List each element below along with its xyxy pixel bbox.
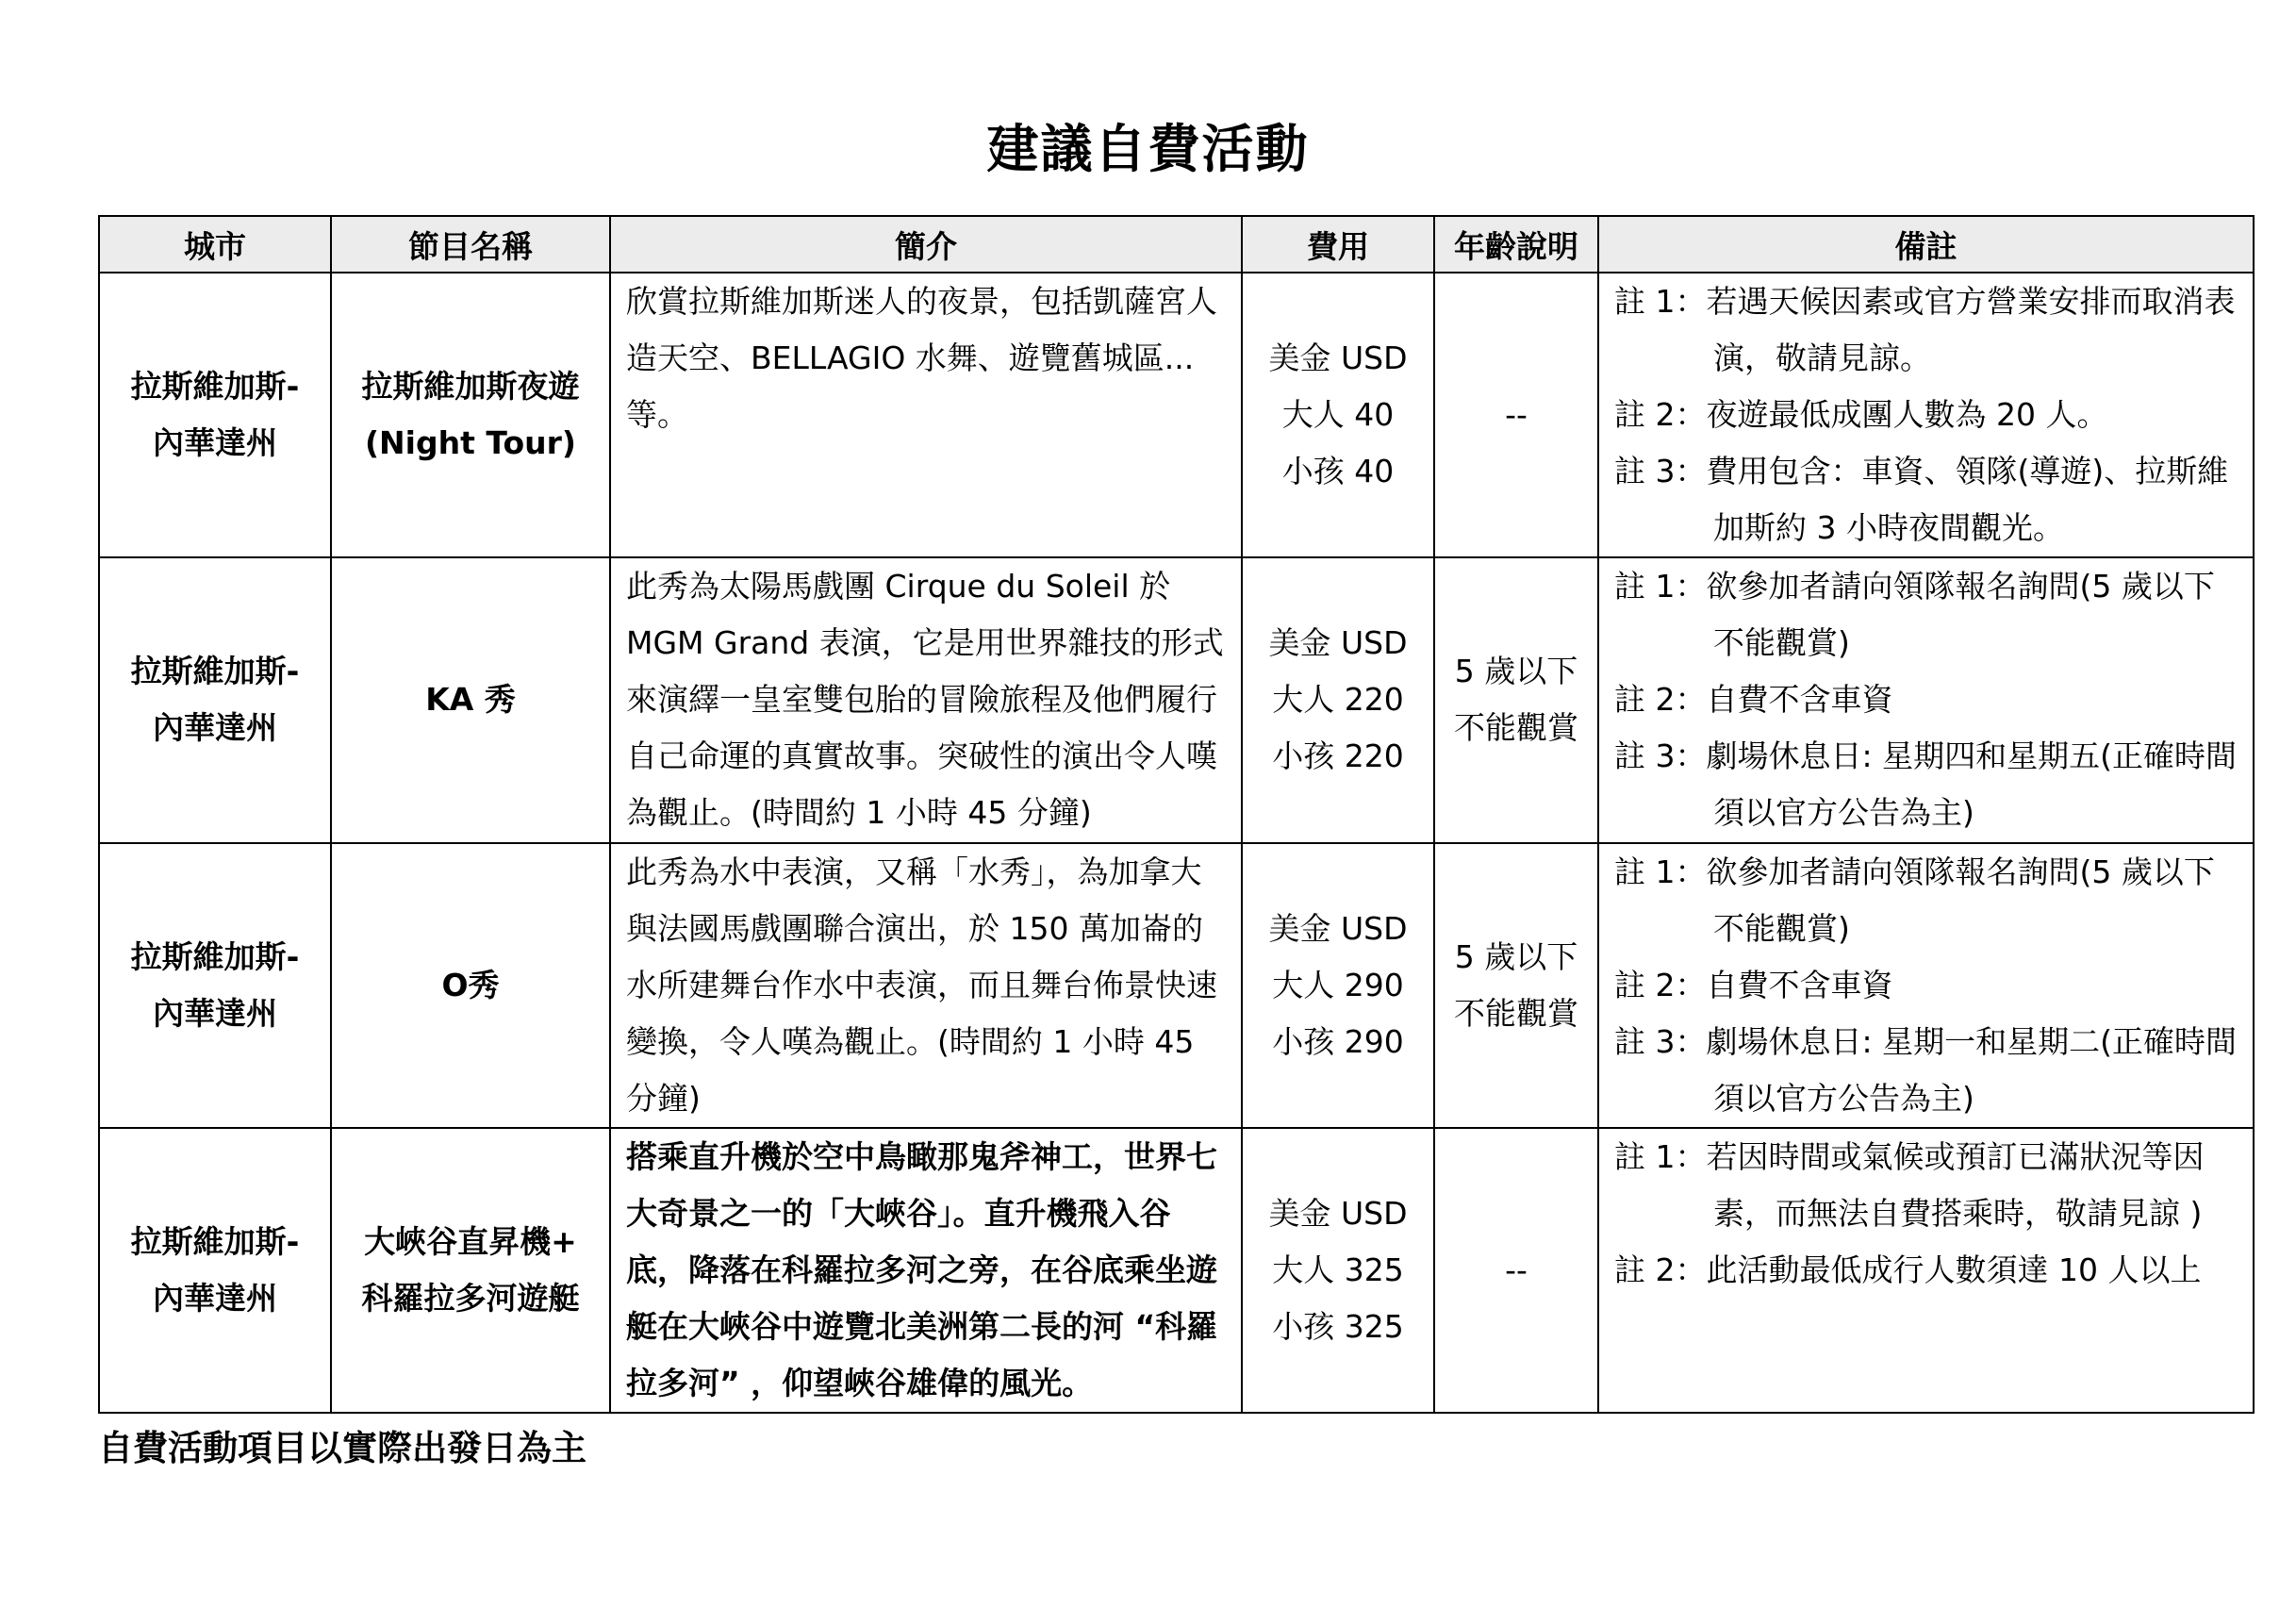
- program-line: KA 秀: [425, 681, 516, 719]
- table-row: [99, 557, 2254, 842]
- fee-adult: 大人 290: [1272, 966, 1404, 1003]
- header-notes: 備註: [1598, 216, 2254, 273]
- program-cell: [331, 273, 610, 557]
- fee-adult: 大人 220: [1272, 681, 1404, 719]
- page-title: 建議自費活動: [986, 119, 1310, 179]
- fee-child: 小孩 290: [1272, 1022, 1404, 1060]
- note-item: 註 3：費用包含：車資、領隊(導遊)、拉斯維加斯約 3 小時夜間觀光。: [1614, 453, 2229, 546]
- city-line: 內華達州: [153, 709, 277, 747]
- header-age: 年齡說明: [1434, 216, 1598, 273]
- note-item: 註 2：自費不含車資: [1614, 966, 1893, 1003]
- header-description: 簡介: [610, 216, 1242, 273]
- age-text: 5 歲以下: [1454, 653, 1578, 690]
- table-row: [99, 843, 2254, 1128]
- footnote: 自費活動項目以實際出發日為主: [98, 1428, 586, 1468]
- description-cell: [610, 273, 1242, 557]
- program-line: O秀: [441, 966, 500, 1003]
- age-cell: [1434, 1128, 1598, 1413]
- note-item: 註 1：若遇天候因素或官方營業安排而取消表演，敬請見諒。: [1614, 283, 2236, 376]
- age-cell: [1434, 557, 1598, 842]
- program-cell: [331, 557, 610, 842]
- program-line: 科羅拉多河遊艇: [361, 1279, 580, 1317]
- fee-currency: 美金 USD: [1268, 1194, 1408, 1232]
- fee-currency: 美金 USD: [1268, 624, 1408, 662]
- city-line: 內華達州: [153, 994, 277, 1032]
- table-header-row: [99, 216, 2254, 273]
- description-text: 此秀為太陽馬戲團 Cirque du Soleil 於 MGM Grand 表演，它是用世界雜技的形式來演繹一皇室雙包胎的冒險旅程及他們履行自己命運的真實故事。突破性的演出令人嘆為觀止。(時間約 1 小時 45 分鐘): [626, 568, 1224, 832]
- age-text: 不能觀賞: [1454, 994, 1578, 1032]
- note-item: 註 2：自費不含車資: [1614, 681, 1893, 719]
- fee-cell: [1242, 1128, 1434, 1413]
- city-line: 拉斯維加斯-: [130, 1222, 300, 1260]
- note-item: 註 2：夜遊最低成團人數為 20 人。: [1614, 396, 2108, 433]
- age-text: 5 歲以下: [1454, 937, 1578, 975]
- fee-child: 小孩 325: [1272, 1307, 1404, 1345]
- fee-child: 小孩 220: [1272, 737, 1404, 775]
- age-text: --: [1505, 396, 1528, 434]
- note-item: 註 1：欲參加者請向領隊報名詢問(5 歲以下不能觀賞): [1614, 853, 2215, 947]
- city-line: 拉斯維加斯-: [130, 937, 300, 975]
- age-cell: [1434, 843, 1598, 1128]
- note-item: 註 1：若因時間或氣候或預訂已滿狀況等因素，而無法自費搭乘時，敬請見諒 ): [1614, 1137, 2205, 1232]
- city-cell: [99, 1128, 331, 1413]
- table-row: [99, 1128, 2254, 1413]
- fee-cell: [1242, 843, 1434, 1128]
- notes-cell: [1598, 843, 2254, 1128]
- age-cell: [1434, 273, 1598, 557]
- age-text: 不能觀賞: [1454, 709, 1578, 747]
- header-fee: 費用: [1242, 216, 1434, 273]
- city-line: 內華達州: [153, 1279, 277, 1317]
- notes-cell: [1598, 1128, 2254, 1413]
- fee-currency: 美金 USD: [1268, 909, 1408, 947]
- city-cell: [99, 843, 331, 1128]
- program-line: (Night Tour): [364, 424, 577, 462]
- description-cell: [610, 557, 1242, 842]
- age-text: --: [1505, 1251, 1528, 1288]
- city-line: 內華達州: [153, 424, 277, 462]
- fee-cell: [1242, 557, 1434, 842]
- city-cell: [99, 273, 331, 557]
- description-text: 欣賞拉斯維加斯迷人的夜景，包括凱薩宮人造天空、BELLAGIO 水舞、遊覽舊城區...等。: [626, 283, 1217, 433]
- city-cell: [99, 557, 331, 842]
- optional-activities-table: [98, 215, 2255, 1414]
- program-line: 大峽谷直昇機+: [364, 1222, 577, 1260]
- notes-cell: [1598, 273, 2254, 557]
- description-cell: [610, 843, 1242, 1128]
- program-cell: [331, 843, 610, 1128]
- description-text: 搭乘直升機於空中鳥瞰那鬼斧神工，世界七大奇景之一的「大峽谷」。直升機飛入谷底，降落在科羅拉多河之旁，在谷底乘坐遊艇在大峽谷中遊覽北美洲第二長的河 “科羅拉多河” ，仰望峽谷雄偉的風光。: [626, 1137, 1218, 1401]
- city-line: 拉斯維加斯-: [130, 368, 300, 406]
- description-cell: [610, 1128, 1242, 1413]
- fee-cell: [1242, 273, 1434, 557]
- note-item: 註 3：劇場休息日: 星期一和星期二(正確時間須以官方公告為主): [1614, 1022, 2237, 1117]
- fee-currency: 美金 USD: [1268, 340, 1408, 377]
- table-row: [99, 273, 2254, 557]
- program-line: 拉斯維加斯夜遊: [361, 368, 580, 406]
- program-cell: [331, 1128, 610, 1413]
- fee-adult: 大人 325: [1272, 1251, 1404, 1288]
- header-city: 城市: [99, 216, 331, 273]
- notes-cell: [1598, 557, 2254, 842]
- fee-adult: 大人 40: [1281, 396, 1395, 434]
- note-item: 註 2：此活動最低成行人數須達 10 人以上: [1614, 1251, 2202, 1288]
- description-text: 此秀為水中表演，又稱「水秀」，為加拿大與法國馬戲團聯合演出，於 150 萬加崙的水所建舞台作水中表演，而且舞台佈景快速變換，令人嘆為觀止。(時間約 1 小時 45 分鐘): [626, 853, 1217, 1117]
- header-program: 節目名稱: [331, 216, 610, 273]
- note-item: 註 1：欲參加者請向領隊報名詢問(5 歲以下不能觀賞): [1614, 568, 2215, 662]
- note-item: 註 3：劇場休息日: 星期四和星期五(正確時間須以官方公告為主): [1614, 737, 2237, 832]
- city-line: 拉斯維加斯-: [130, 653, 300, 690]
- fee-child: 小孩 40: [1281, 453, 1395, 490]
